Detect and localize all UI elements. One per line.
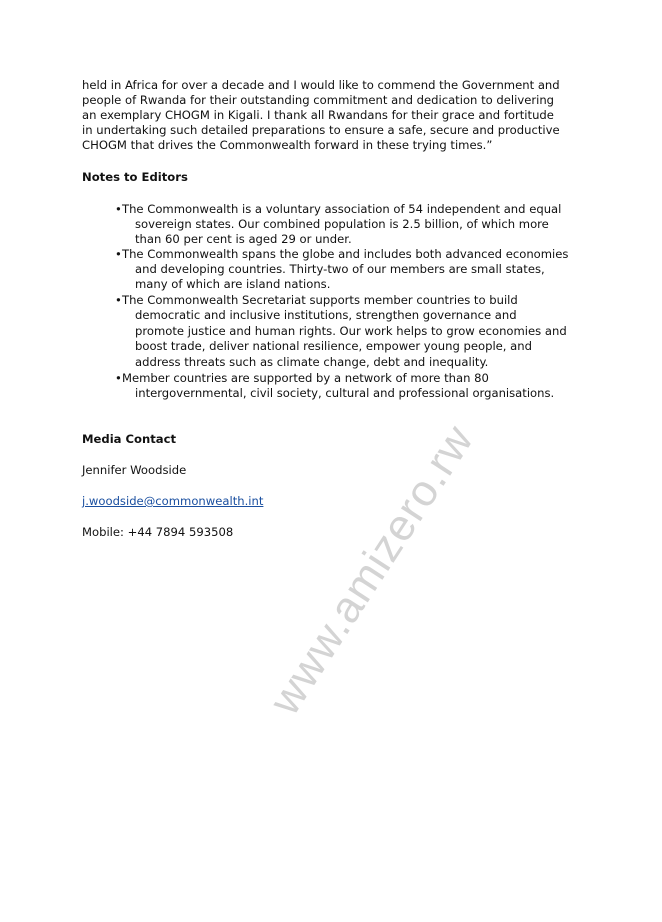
media-contact-heading: Media Contact — [82, 432, 177, 446]
list-item-line: The Commonwealth Secretariat supports member countries to build — [122, 293, 518, 307]
contact-mobile: Mobile: +44 7894 593508 — [82, 525, 234, 539]
bullet-icon: • — [115, 247, 122, 261]
contact-name: Jennifer Woodside — [82, 463, 187, 477]
quote-line: an exemplary CHOGM in Kigali. I thank all Rwandans for their grace and fortitude — [82, 108, 554, 122]
quote-line: held in Africa for over a decade and I would like to commend the Government and — [82, 78, 560, 92]
list-item-line: Member countries are supported by a network of more than 80 — [122, 371, 489, 385]
list-item-line: sovereign states. Our combined population is 2.5 billion, of which more — [135, 217, 549, 231]
list-item-line: address threats such as climate change, debt and inequality. — [135, 355, 489, 369]
quote-line: in undertaking such detailed preparations to ensure a safe, secure and productive — [82, 123, 560, 137]
contact-email-link[interactable]: j.woodside@commonwealth.int — [82, 494, 264, 508]
list-item-line: intergovernmental, civil society, cultural and professional organisations. — [135, 386, 555, 400]
quote-line: people of Rwanda for their outstanding commitment and dedication to delivering — [82, 93, 555, 107]
bullet-icon: • — [115, 293, 122, 307]
notes-heading: Notes to Editors — [82, 170, 188, 184]
list-item-line: boost trade, deliver national resilience, empower young people, and — [135, 339, 532, 353]
bullet-icon: • — [115, 202, 122, 216]
list-item-line: than 60 per cent is aged 29 or under. — [135, 232, 352, 246]
list-item-line: The Commonwealth spans the globe and includes both advanced economies — [122, 247, 569, 261]
quote-line: CHOGM that drives the Commonwealth forward in these trying times.” — [82, 138, 493, 152]
list-item-line: promote justice and human rights. Our work helps to grow economies and — [135, 324, 567, 338]
watermark: www.amizero.rw — [260, 416, 484, 724]
list-item-line: democratic and inclusive institutions, strengthen governance and — [135, 308, 517, 322]
list-item-line: The Commonwealth is a voluntary association of 54 independent and equal — [122, 202, 562, 216]
list-item-line: and developing countries. Thirty-two of our members are small states, — [135, 262, 545, 276]
bullet-icon: • — [115, 371, 122, 385]
list-item-line: many of which are island nations. — [135, 277, 331, 291]
